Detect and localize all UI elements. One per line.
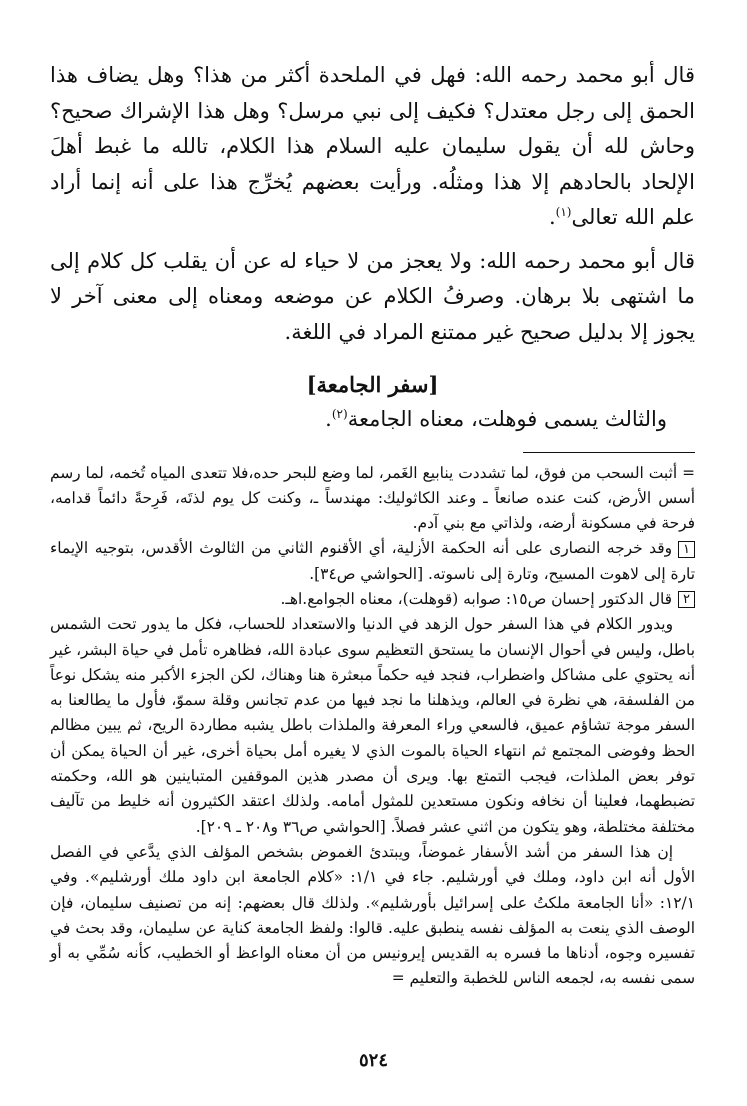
footnote-2-number: ٢ <box>678 591 695 608</box>
footnote-2-paragraph-1: ويدور الكلام في هذا السفر حول الزهد في الدنيا والاستعداد للحساب، فكل ما يدور تحت الشمس باطل، وليس في أحوال الإنسان ما يستحق التعظيم سوى عبادة الله، فظاهره تأمل في حياة البشر، غير أنه يحتوي على مشاكل واضطراب، فنجد فيه حكماً مبعثرة هنا وهناك، لكن الجزء الأكبر منه يشكل نوعاً من الفلسفة، هي نظرة في العالم، ويذهلنا ما نجد فيها من عدم تجانس وقلة سموّ، فأول ما يطالعنا به السفر موجة تشاؤم عميق، فالسعي وراء المعرفة والملذات باطل يشبه مطاردة الريح، ثم يبين مظالم الحظ وفوضى المجتمع ثم انتهاء الحياة بالموت الذي لا يغيره أمل بحياة أخرى، غير أن الحياة يمكن أن توفر بعض الملذات، فيجب التمتع بها. ويرى أن مصدر هذين الموقفين المتباينين هو الله، وحكمته تضبطهما، فعلينا أن نخافه ونكون مستعدين للمثول أمامه. ولذلك اعتقد الكثيرون أنه خليط من تآليف مختلفة مختلطة، وهو يتكون من اثني عشر فصلاً. [الحواشي ص٣٦ و٢٠٨ ـ ٢٠٩]. <box>50 615 695 836</box>
paragraph-1-tail: . <box>548 205 556 229</box>
section-heading: [سفر الجامعة] <box>306 372 439 397</box>
document-page <box>50 58 695 992</box>
footnote-ref-2[interactable]: (٢) <box>331 407 348 421</box>
paragraph-3-tail: . <box>325 407 332 431</box>
paragraph-2: قال أبو محمد رحمه الله: ولا يعجز من لا حياء له عن أن يقلب كل كلام إلى ما اشتهى بلا برهان. وصرفُ الكلام عن موضعه ومعناه إلى معنى آخر لا يجوز إلا بدليل صحيح غير ممتنع المراد في اللغة. <box>50 248 695 344</box>
footnote-2-paragraph-2: إن هذا السفر من أشد الأسفار غموضاً، ويبتدئ الغموض بشخص المؤلف الذي يدَّعي في الفصل الأول أنه ابن داود، وملك في أورشليم. جاء في ١/١: «كلام الجامعة ابن داود ملك أورشليم». وفي ١٢/١: «أنا الجامعة ملكتُ على إسرائيل بأورشليم». ولذلك قال بعضهم: إنه من تصنيف سليمان، فإن الوصف الذي ينعت به المؤلف نفسه ينطبق عليه. قالوا: ولفظ الجامعة كناية عن سليمان، وقد بحث في تفسيره وجوه، أدناها ما فسره به القديس إيرونيس من أن معناه الواعظ أو الخطيب، كأنه سُمِّي به أو سمى نفسه به، لجمعه الناس للخطبة والتعليم = <box>50 842 696 988</box>
page-number: ٥٢٤ <box>358 1050 388 1071</box>
paragraph-3 <box>50 402 695 438</box>
footnotes <box>50 461 695 992</box>
footnote-divider <box>523 452 695 453</box>
footnote-2 <box>50 587 695 612</box>
paragraph-3-text: والثالث يسمى فوهلت، معناه الجامعة <box>347 407 667 431</box>
paragraph-1-text: قال أبو محمد رحمه الله: فهل في الملحدة أكثر من هذا؟ وهل يضاف هذا الحمق إلى رجل معتدل؟ فكيف إلى نبي مرسل؟ وهل هذا الإشراك صحيح؟ وحاش لله أن يقول سليمان عليه السلام هذا الكلام، تالله ما غبط أهلَ الإلحاد بالحادهم إلا هذا ومثلُه. ورأيت بعضهم يُخرِّج هذا على أنه إنما أراد علم الله تعالى <box>50 63 695 229</box>
paragraph-1 <box>50 58 695 236</box>
main-text <box>50 58 695 438</box>
footnote-2-text: قال الدكتور إحسان ص١٥: صوابه (قوهلت)، معناه الجوامع.اهـ. <box>280 589 673 608</box>
footnote-1 <box>50 536 695 587</box>
footnote-continuation: = أثبت السحب من فوق، لما تشددت ينابيع الغَمر، لما وضع للبحر حده،فلا تتعدى المياه تُخمه، لما رسم أسس الأرض، كنت عنده صانعاً ـ وعند الكاثوليك: مهندساً ـ، وكنت كل يوم لذتَه، فَرِحةً دائماً قدامه، فرحة في مسكونة أرضه، ولذاتي مع بني آدم. <box>50 463 695 533</box>
footnote-ref-1[interactable]: (١) <box>555 205 572 219</box>
footnote-1-number: ١ <box>678 541 695 558</box>
footnote-1-text: وقد خرجه النصارى على أنه الحكمة الأزلية، أي الأقنوم الثاني من الثالوث الأقدس، بتوجيه الإيماء تارة إلى لاهوت المسيح، وتارة إلى ناسوته. [الحواشي ص٣٤]. <box>50 539 695 583</box>
